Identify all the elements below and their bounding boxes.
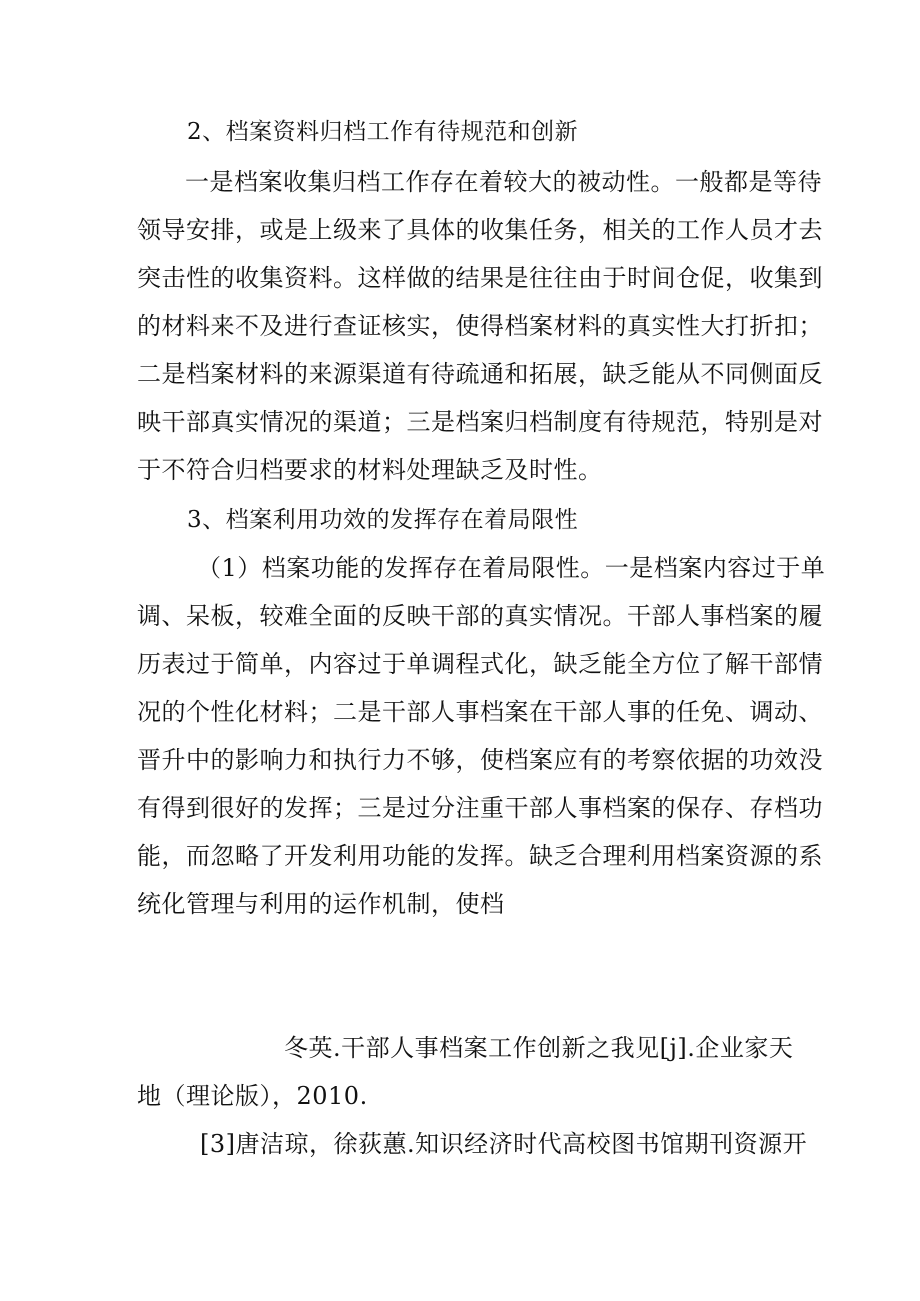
section-heading-3: 3、档案利用功效的发挥存在着局限性	[187, 507, 579, 533]
paragraph-line: 映干部真实情况的渠道；三是档案归档制度有待规范，特别是对	[137, 408, 823, 436]
paragraph-line: 能，而忽略了开发利用功能的发挥。缺乏合理利用档案资源的系	[137, 842, 823, 870]
paragraph-line: 于不符合归档要求的材料处理缺乏及时性。	[137, 456, 603, 484]
section-heading-2: 2、档案资料归档工作有待规范和创新	[187, 119, 579, 145]
paragraph-line: 有得到很好的发挥；三是过分注重干部人事档案的保存、存档功	[137, 794, 823, 822]
reference-line: [3]唐洁琼，徐荻蕙.知识经济时代高校图书馆期刊资源开	[200, 1130, 808, 1158]
paragraph-line: 晋升中的影响力和执行力不够，使档案应有的考察依据的功效没	[137, 746, 823, 774]
paragraph-line: 的材料来不及进行查证核实，使得档案材料的真实性大打折扣；	[137, 312, 823, 340]
paragraph-line: （1）档案功能的发挥存在着局限性。一是档案内容过于单	[197, 554, 826, 582]
paragraph-line: 二是档案材料的来源渠道有待疏通和拓展，缺乏能从不同侧面反	[137, 360, 823, 388]
paragraph-line: 突击性的收集资料。这样做的结果是往往由于时间仓促，收集到	[137, 264, 823, 292]
paragraph-line: 领导安排，或是上级来了具体的收集任务，相关的工作人员才去	[137, 216, 823, 244]
reference-line: 冬英.干部人事档案工作创新之我见[j].企业家天	[284, 1034, 794, 1062]
paragraph-line: 调、呆板，较难全面的反映干部的真实情况。干部人事档案的履	[137, 602, 823, 630]
paragraph-line: 统化管理与利用的运作机制，使档	[137, 890, 505, 918]
reference-line: 地（理论版），2010.	[137, 1082, 368, 1110]
paragraph-line: 况的个性化材料；二是干部人事档案在干部人事的任免、调动、	[137, 698, 823, 726]
paragraph-line: 历表过于简单，内容过于单调程式化，缺乏能全方位了解干部情	[137, 650, 823, 678]
paragraph-line: 一是档案收集归档工作存在着较大的被动性。一般都是等待	[185, 168, 822, 196]
